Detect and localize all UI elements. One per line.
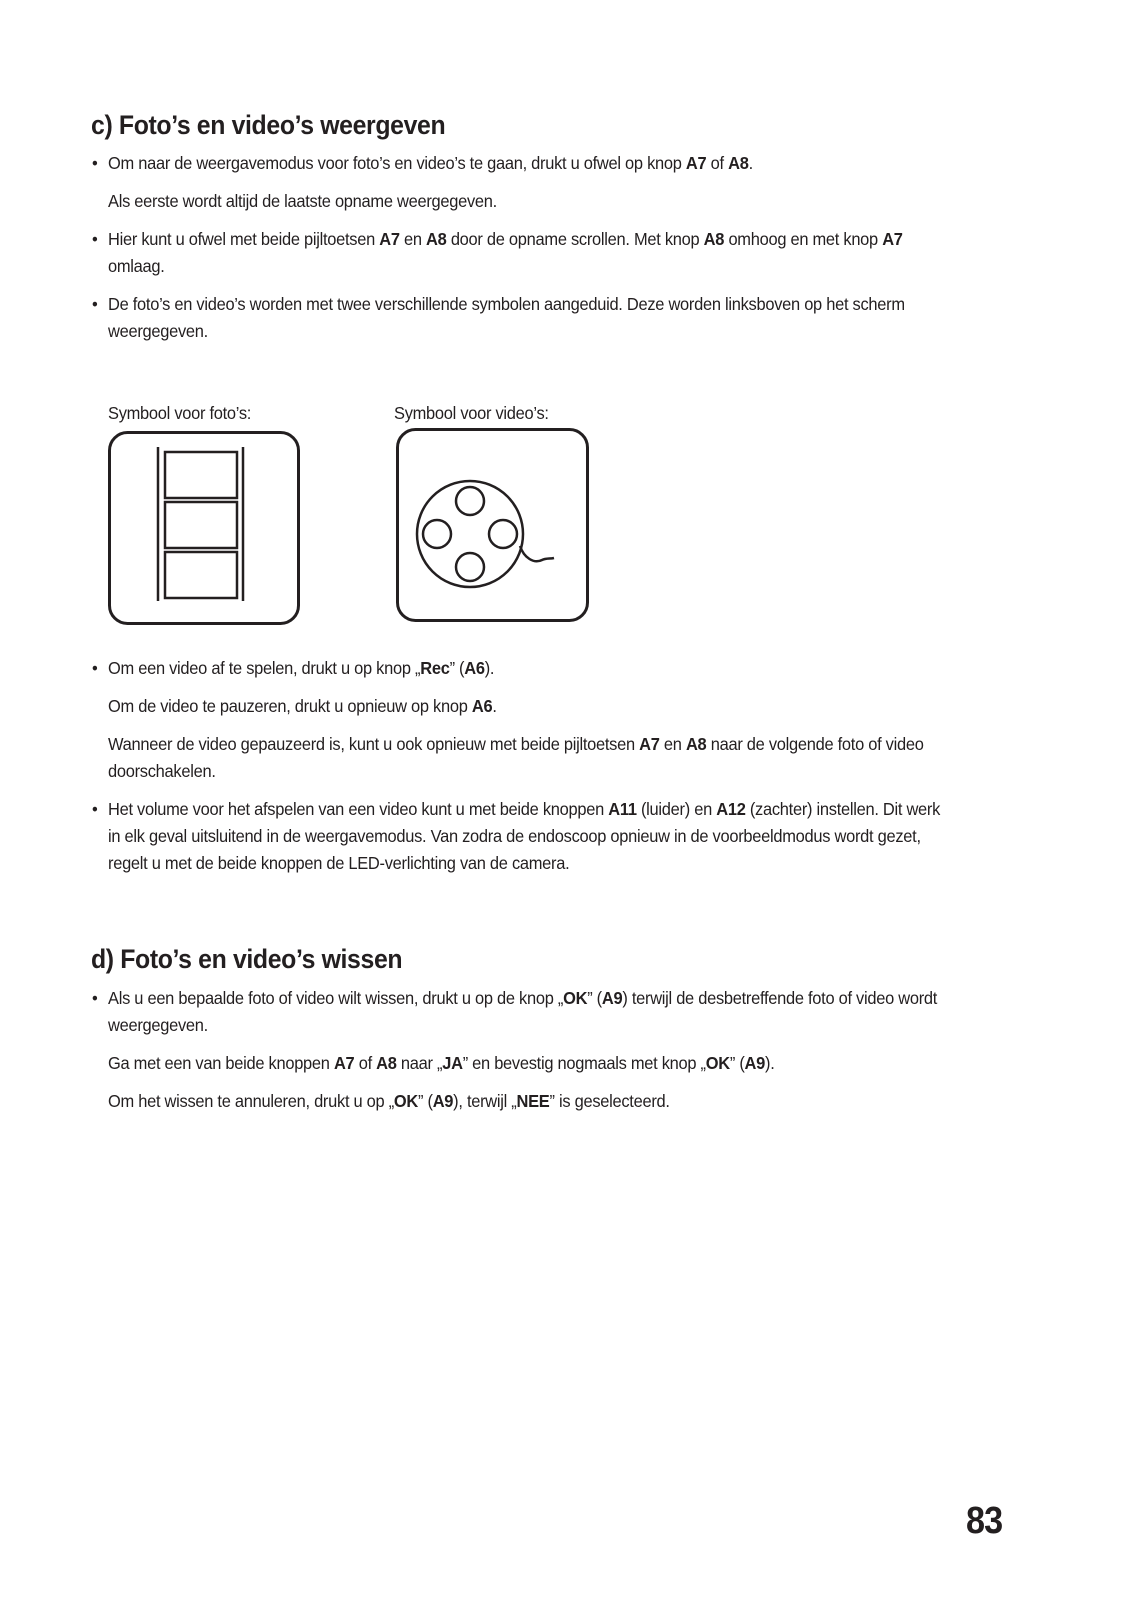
section-d-heading: d) Foto’s en video’s wissen <box>91 944 403 974</box>
section-c-bullet-1: • Om naar de weergavemodus voor foto’s en video’s te gaan, drukt u ofwel op knop A7 of A8. <box>108 150 954 177</box>
section-c-para-2: Als eerste wordt altijd de laatste opname weergegeven. <box>108 191 497 211</box>
filmstrip-icon <box>108 431 300 625</box>
section-d-bullet-1: • Als u een bepaalde foto of video wilt wissen, drukt u op de knop „OK” (A9) terwijl de desbetreffende foto of video wordt weergegeven. <box>108 985 954 1039</box>
section-c-heading: c) Foto’s en video’s weergeven <box>91 110 446 140</box>
symbol-video-label: Symbool voor video’s: <box>394 403 549 423</box>
section-c-bullet-3: • De foto’s en video’s worden met twee verschillende symbolen aangeduid. Deze worden linksboven op het scherm weergegeven. <box>108 291 954 345</box>
page-number: 83 <box>966 1500 1003 1542</box>
film-reel-icon <box>396 428 589 622</box>
symbol-photo-label: Symbool voor foto’s: <box>108 403 252 423</box>
section-c-bullet-5: • Het volume voor het afspelen van een video kunt u met beide knoppen A11 (luider) en A12 (zachter) instellen. Dit werk in elk geval uitsluitend in de weergavemodus. Van zodra de endoscoop opnieuw in de voorbeeldmodus wordt gezet, regelt u met de beide knoppen de LED-verlichting van de camera. <box>108 796 954 877</box>
section-d-para-2: Ga met een van beide knoppen A7 of A8 naar „JA” en bevestig nogmaals met knop „OK” (A9). <box>108 1053 775 1073</box>
section-c-bullet-4: • Om een video af te spelen, drukt u op knop „Rec” (A6). <box>108 655 954 682</box>
section-c-para-6: Om de video te pauzeren, drukt u opnieuw op knop A6. <box>108 696 497 716</box>
section-c-bullet-2: • Hier kunt u ofwel met beide pijltoetsen A7 en A8 door de opname scrollen. Met knop A8 omhoog en met knop A7 omlaag. <box>108 226 954 280</box>
section-c-para-7: Wanneer de video gepauzeerd is, kunt u ook opnieuw met beide pijltoetsen A7 en A8 naar de volgende foto of video doorschakelen. <box>108 734 924 781</box>
section-d-para-3: Om het wissen te annuleren, drukt u op „OK” (A9), terwijl „NEE” is geselecteerd. <box>108 1091 670 1111</box>
